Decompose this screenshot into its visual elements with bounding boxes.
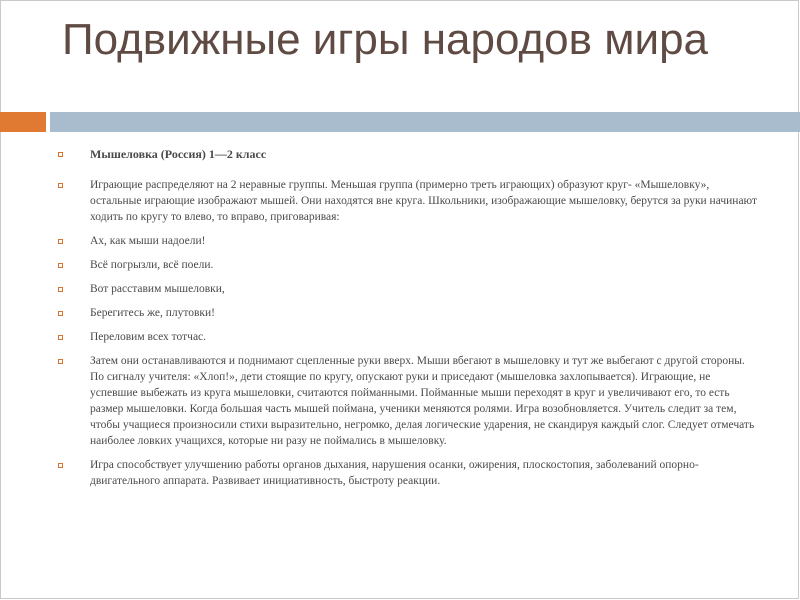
list-item	[58, 177, 758, 225]
verse-line: Ах, как мыши надоели!	[90, 235, 206, 247]
accent-block	[0, 112, 46, 132]
verse-line: Вот расставим мышеловки,	[90, 283, 225, 295]
square-bullet-icon	[58, 239, 63, 244]
verse-line: Переловим всех тотчас.	[90, 331, 207, 343]
verse-line: Всё погрызли, всё поели.	[90, 259, 214, 271]
square-bullet-icon	[58, 263, 63, 268]
game-heading: Мышеловка (Россия) 1—2 класс	[90, 147, 267, 161]
list-item	[58, 146, 758, 163]
list-item	[58, 281, 758, 297]
list-item	[58, 457, 758, 489]
square-bullet-icon	[58, 183, 63, 188]
slide-content	[58, 146, 758, 497]
square-bullet-icon	[58, 335, 63, 340]
paragraph-benefits: Игра способствует улучшению работы органов дыхания, нарушения осанки, ожирения, плоскостопия, заболеваний опорно- двигательного аппарата. Развивает инициативность, быстроту реакции.	[90, 459, 699, 487]
list-item	[58, 233, 758, 249]
list-item	[58, 329, 758, 345]
verse-line: Берегитесь же, плутовки!	[90, 307, 215, 319]
square-bullet-icon	[58, 311, 63, 316]
list-item	[58, 257, 758, 273]
square-bullet-icon	[58, 287, 63, 292]
square-bullet-icon	[58, 359, 63, 364]
list-item	[58, 305, 758, 321]
paragraph-rules: Играющие распределяют на 2 неравные группы. Меньшая группа (примерно треть играющих) образуют круг- «Мышеловку», остальные играющие изображают мышей. Они находятся вне круга. Школьники, изображающие мышеловку, берутся за руки начинают ходить по кругу то влево, то вправо, приговаривая:	[90, 179, 758, 223]
header-bar	[50, 112, 800, 132]
square-bullet-icon	[58, 463, 63, 468]
paragraph-gameplay: Затем они останавливаются и поднимают сцепленные руки вверх. Мыши вбегают в мышеловку и тут же выбегают с другой стороны. По сигналу учителя: «Хлоп!», дети стоящие по кругу, опускают руки и приседают (мышеловка захлопывается). Играющие, не успевшие выбежать из круга мышеловки, считаются пойманными. Пойманные мыши переходят в круг и увеличивают его, то есть размер мышеловки. Когда большая часть мышей поймана, ученики меняются ролями. Игра возобновляется. Учитель следит за тем, чтобы учащиеся произносили стихи выразительно, негромко, делая логические ударения, не скандируя каждый слог. Следует отмечать наиболее ловких учащихся, которые ни разу не поймались в мышеловку.	[90, 355, 755, 447]
list-item	[58, 353, 758, 449]
slide-title: Подвижные игры народов мира	[62, 15, 709, 64]
square-bullet-icon	[58, 152, 63, 157]
